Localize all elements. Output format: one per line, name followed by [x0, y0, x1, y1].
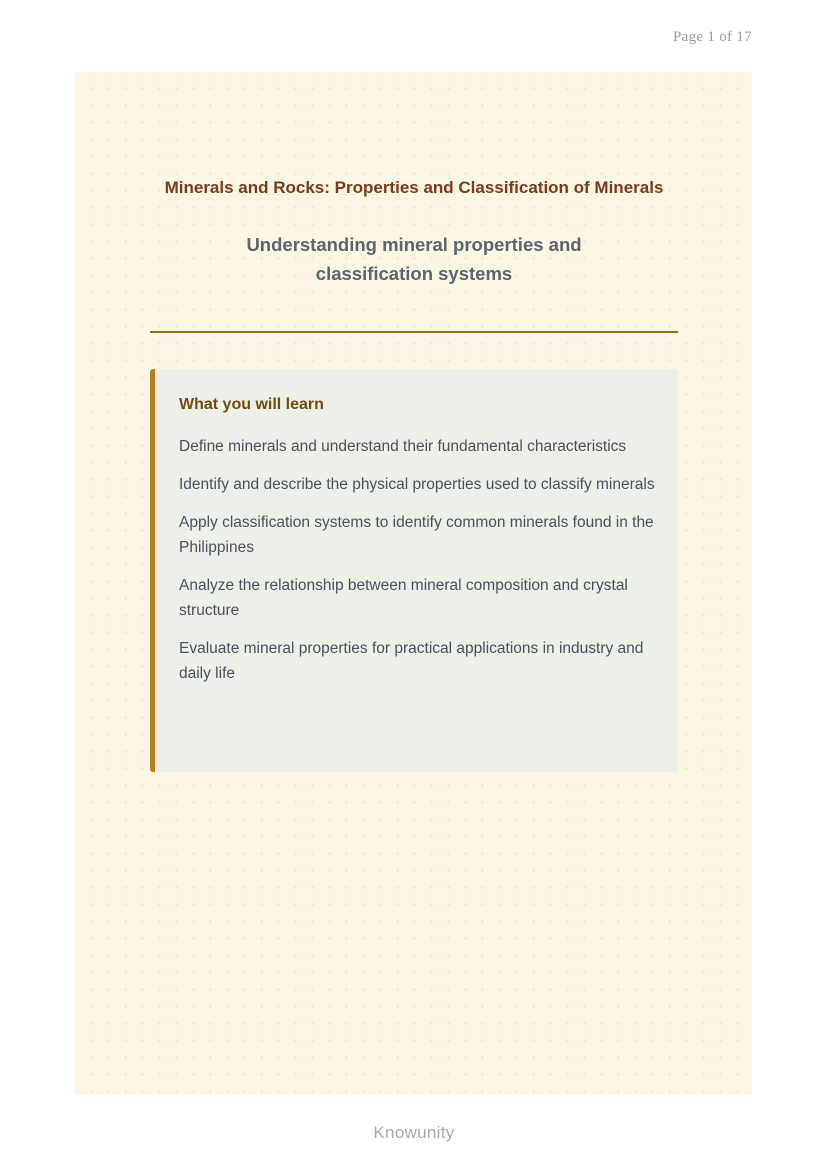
learn-objective-item: Define minerals and understand their fundamental characteristics: [179, 438, 627, 455]
footer-brand: Knowunity: [373, 1123, 455, 1142]
learn-objective-item: Identify and describe the physical properties used to classify minerals: [179, 476, 655, 493]
learn-objective-item: Analyze the relationship between mineral composition and crystal structure: [179, 577, 628, 619]
learn-objective-item: Evaluate mineral properties for practical applications in industry and daily life: [179, 640, 644, 682]
document-content: [75, 177, 752, 772]
learn-objectives-list: [179, 434, 668, 686]
learn-objectives-box: [150, 369, 678, 772]
document-title: Minerals and Rocks: Properties and Classification of Minerals: [164, 178, 664, 197]
page-indicator: Page 1 of 17: [672, 29, 752, 45]
learn-box-heading: What you will learn: [179, 396, 324, 413]
document-sheet: [75, 72, 752, 1095]
learn-objective-item: Apply classification systems to identify common minerals found in the Philippines: [179, 514, 654, 556]
document-subtitle: Understanding mineral properties and classification systems: [246, 234, 582, 284]
divider-rule: [150, 331, 678, 333]
